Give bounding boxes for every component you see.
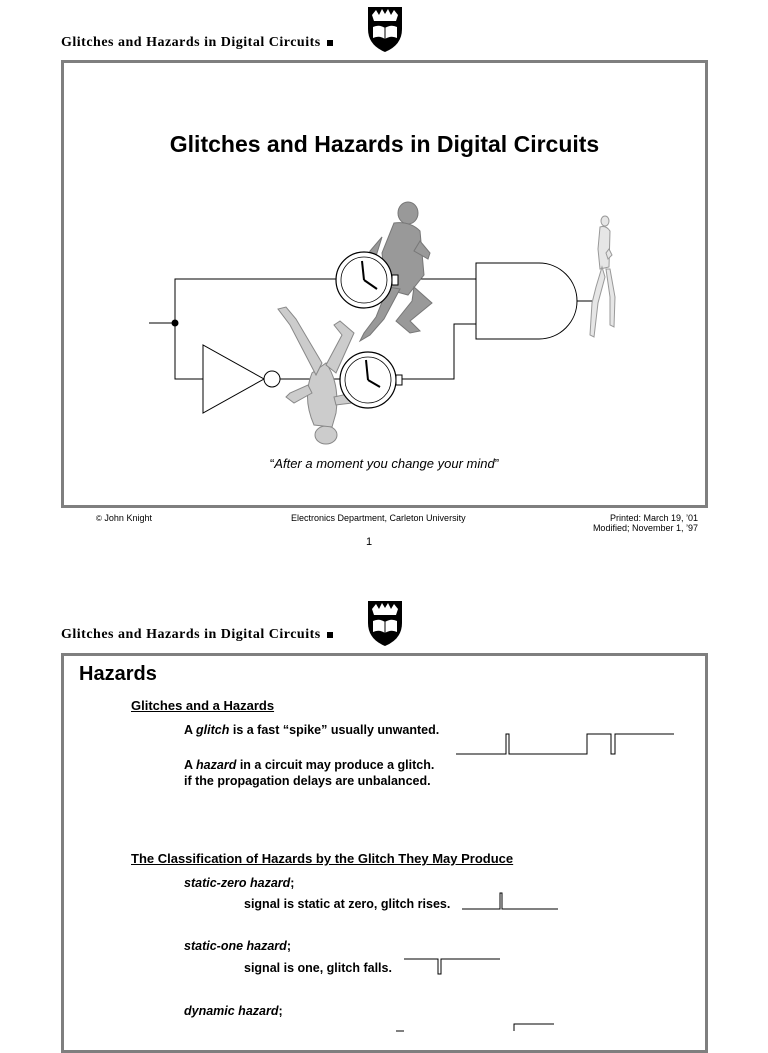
slide-frame xyxy=(61,60,708,508)
bottom-path-wire xyxy=(175,323,203,379)
slide-2 xyxy=(0,596,768,1024)
and-gate xyxy=(476,263,577,339)
slide-title: Glitches and Hazards in Digital Circuits xyxy=(169,131,600,157)
hazard-suffix: in a circuit may produce a glitch. xyxy=(236,758,435,772)
static-one-label xyxy=(184,939,291,953)
glitch-term: glitch xyxy=(196,723,230,737)
university-crest-icon xyxy=(366,599,404,647)
hazard-definition xyxy=(184,757,434,789)
inverter-bubble xyxy=(264,371,280,387)
section-title-classification: The Classification of Hazards by the Glitch They May Produce xyxy=(131,851,514,866)
hazard-line-1 xyxy=(184,757,434,773)
copyright-symbol: © xyxy=(96,514,102,523)
header-bullet-icon xyxy=(327,40,333,46)
glitch-suffix: is a fast “spike” usually unwanted. xyxy=(229,723,440,737)
static-zero-waveform xyxy=(460,891,560,911)
static-one-name: static-one hazard xyxy=(184,939,287,953)
top-path-wire xyxy=(175,279,476,323)
dynamic-label xyxy=(184,1004,283,1018)
slide-heading: Hazards xyxy=(79,663,157,685)
static-one-punct: ; xyxy=(286,939,291,953)
glitch-waveform xyxy=(454,730,679,756)
running-header-text: Glitches and Hazards in Digital Circuits xyxy=(61,627,321,642)
footer-modified: Modified; November 1, ’97 xyxy=(592,523,698,533)
hazard-term: hazard xyxy=(196,758,237,772)
footer-author: John Knight xyxy=(104,513,152,523)
section-title-glitches: Glitches and a Hazards xyxy=(131,698,275,713)
page-number: 1 xyxy=(366,536,373,548)
caption-text: After a moment you change your mind xyxy=(274,456,495,471)
glitch-definition xyxy=(184,722,439,738)
static-zero-label xyxy=(184,876,294,890)
running-header-text: Glitches and Hazards in Digital Circuits xyxy=(61,35,321,50)
footer-department: Electronics Department, Carleton University xyxy=(291,513,466,523)
dynamic-punct: ; xyxy=(278,1004,283,1018)
small-ghost-figure-icon xyxy=(590,216,615,337)
footer-printed: Printed: March 19, ’01 xyxy=(609,513,698,523)
running-header xyxy=(61,627,333,643)
footer-copyright xyxy=(96,513,152,523)
stopwatch-bottom-icon xyxy=(340,352,402,408)
inverter-gate xyxy=(203,345,264,413)
glitch-circuit-illustration xyxy=(64,63,705,505)
static-zero-name: static-zero hazard xyxy=(184,876,291,890)
caption-close-quote: ” xyxy=(494,456,500,471)
glitch-prefix: A xyxy=(184,723,197,737)
caption-open-quote: “ xyxy=(269,456,275,471)
header-bullet-icon xyxy=(327,632,333,638)
dynamic-name: dynamic hazard xyxy=(184,1004,279,1018)
static-one-desc: signal is one, glitch falls. xyxy=(244,961,392,975)
hazard-line-2: if the propagation delays are unbalanced. xyxy=(184,774,431,788)
static-zero-desc: signal is static at zero, glitch rises. xyxy=(244,897,451,911)
university-crest-icon xyxy=(366,5,404,53)
slide-frame xyxy=(61,653,708,1053)
hazard-prefix: A xyxy=(184,758,197,772)
static-zero-punct: ; xyxy=(290,876,295,890)
static-one-waveform xyxy=(402,956,502,976)
slide-caption xyxy=(64,456,705,471)
running-header xyxy=(61,35,333,51)
